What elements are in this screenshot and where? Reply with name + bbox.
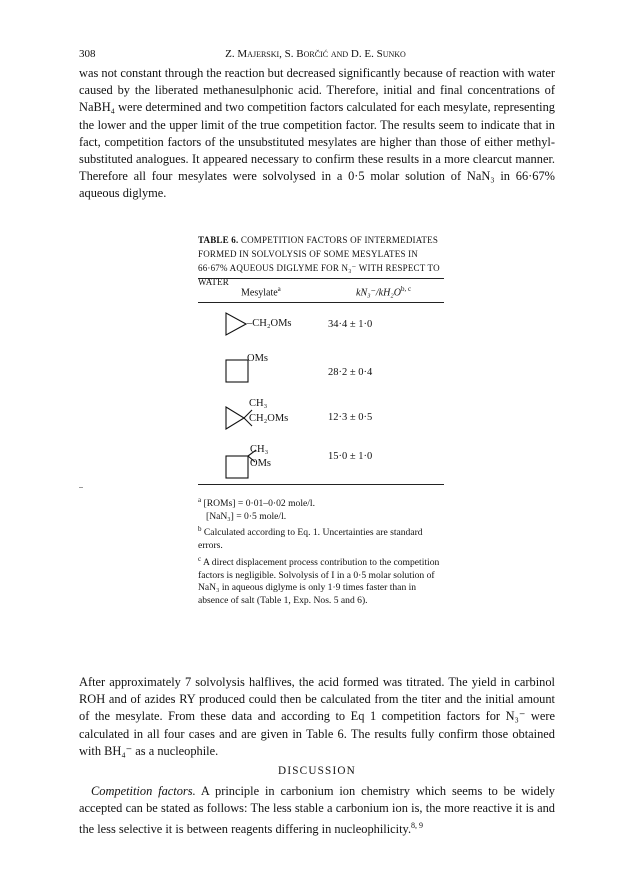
row1-value: 34·4 ± 1·0 xyxy=(328,319,373,330)
row4-value: 15·0 ± 1·0 xyxy=(328,451,373,462)
after-table-paragraph: After approximately 7 solvolysis halflives, the acid formed was titrated. The yield in carbinol ROH and of azides RY produced could then be calculated from the titer and the initial amount of the mesylate. From these data and according to Eq 1 competition factors for N₃⁻ were calculated in all four cases and are given in Table 6. The results fully confirm those obtained with BH₄⁻ as a nucleophile. xyxy=(79,675,555,758)
section-heading-discussion: DISCUSSION xyxy=(278,765,356,777)
margin-mark xyxy=(79,487,83,488)
row3-substituent-top: CH₃ xyxy=(249,398,268,409)
discussion-paragraph xyxy=(79,783,555,839)
discussion-refs: 8, 9 xyxy=(411,821,424,831)
footnote-a-line1: [ROMs] = 0·01–0·02 mole/l. xyxy=(203,498,315,510)
column-header-ratio-sup: b, c xyxy=(401,285,412,293)
column-header-ratio-text: kN₃⁻/kH₂O xyxy=(356,287,401,299)
page-number: 308 xyxy=(79,48,96,60)
row3-substituent-bottom: CH₂OMs xyxy=(249,413,289,424)
cyclopropane-ring-structure xyxy=(225,312,247,336)
footnote-b: $^b$ Calculated according to Eq. 1. Uncertainties are standard errors. xyxy=(198,525,423,552)
table-header-rule xyxy=(198,302,444,303)
discussion-run-in-heading: Competition factors. xyxy=(91,784,196,798)
row3-value: 12·3 ± 0·5 xyxy=(328,412,373,423)
table-caption-text: COMPETITION FACTORS OF INTERMEDIATES FORMED IN SOLVOLYSIS OF SOME MESYLATES IN 66·67% AQUEOUS DIGLYME FOR N₃⁻ WITH RESPECT TO WATER xyxy=(198,235,440,287)
running-header-authors: Z. Majerski, S. Borčić and D. E. Sunko xyxy=(225,48,406,60)
row2-value: 28·2 ± 0·4 xyxy=(328,367,373,378)
footnote-c-text: A direct displacement process contribution to the competition factors is negligible. Solvolysis of I in a 0·5 molar solution of NaN₃ in aqueous diglyme is only 1·9 times faster than in absence of salt (Table 1, Exp. Nos. 5 and 6). xyxy=(198,556,440,606)
footnote-a-line2: [NaN₃] = 0·5 mole/l. xyxy=(206,510,287,522)
discussion-text: A principle in carbonium ion chemistry which seems to be widely accepted can be stated as follows: The less stable a carbonium ion is, the more reactive it is and the less selective it is between reagents differing in nucleophilicity. xyxy=(79,784,555,837)
intro-paragraph: was not constant through the reaction but decreased significantly because of reaction with water caused by the liberated methanesulphonic acid. Therefore, initial and final concentrations of NaBH₄ were determined and two competition factors calculated for each mesylate, representing the lower and the upper limit of the true competition factor. The results seem to indicate that in fact, competition factors of the unsubstituted mesylates are higher than those of either methyl-substituted analogues. It appeared necessary to confirm these results in a more clearcut manner. Therefore all four mesylates were solvolysed in a 0·5 molar solution of NaN₃ in 66·67% aqueous diglyme. xyxy=(79,66,555,201)
column-header-mesylate-text: Mesylate xyxy=(241,287,278,299)
row4-substituent-top: CH₃ xyxy=(250,444,269,455)
footnote-c: $^c$ A direct displacement process contribution to the competition factors is negligible. Solvolysis of I in a 0·5 molar solution of NaN₃ in aqueous diglyme is only 1·9 times faster than in absence of salt (Table 1, Exp. Nos. 5 and 6). xyxy=(198,554,440,606)
table-footnotes xyxy=(198,494,444,607)
row2-substituent: OMs xyxy=(247,353,269,364)
table-label: TABLE 6. xyxy=(198,235,239,245)
column-header-mesylate xyxy=(241,285,281,298)
table-top-rule xyxy=(198,278,444,279)
footnote-b-text: Calculated according to Eq. 1. Uncertainties are standard errors. xyxy=(198,527,423,552)
column-header-mesylate-sup: a xyxy=(277,285,281,293)
table-caption xyxy=(198,233,444,289)
table-bottom-rule xyxy=(198,484,444,485)
row4-substituent-bottom: OMs xyxy=(250,458,272,469)
column-header-ratio xyxy=(356,285,411,298)
row1-substituent: –CH₂OMs xyxy=(247,318,292,329)
footnote-a: $^a$ [ROMs] = 0·01–0·02 mole/l. xyxy=(198,496,315,510)
